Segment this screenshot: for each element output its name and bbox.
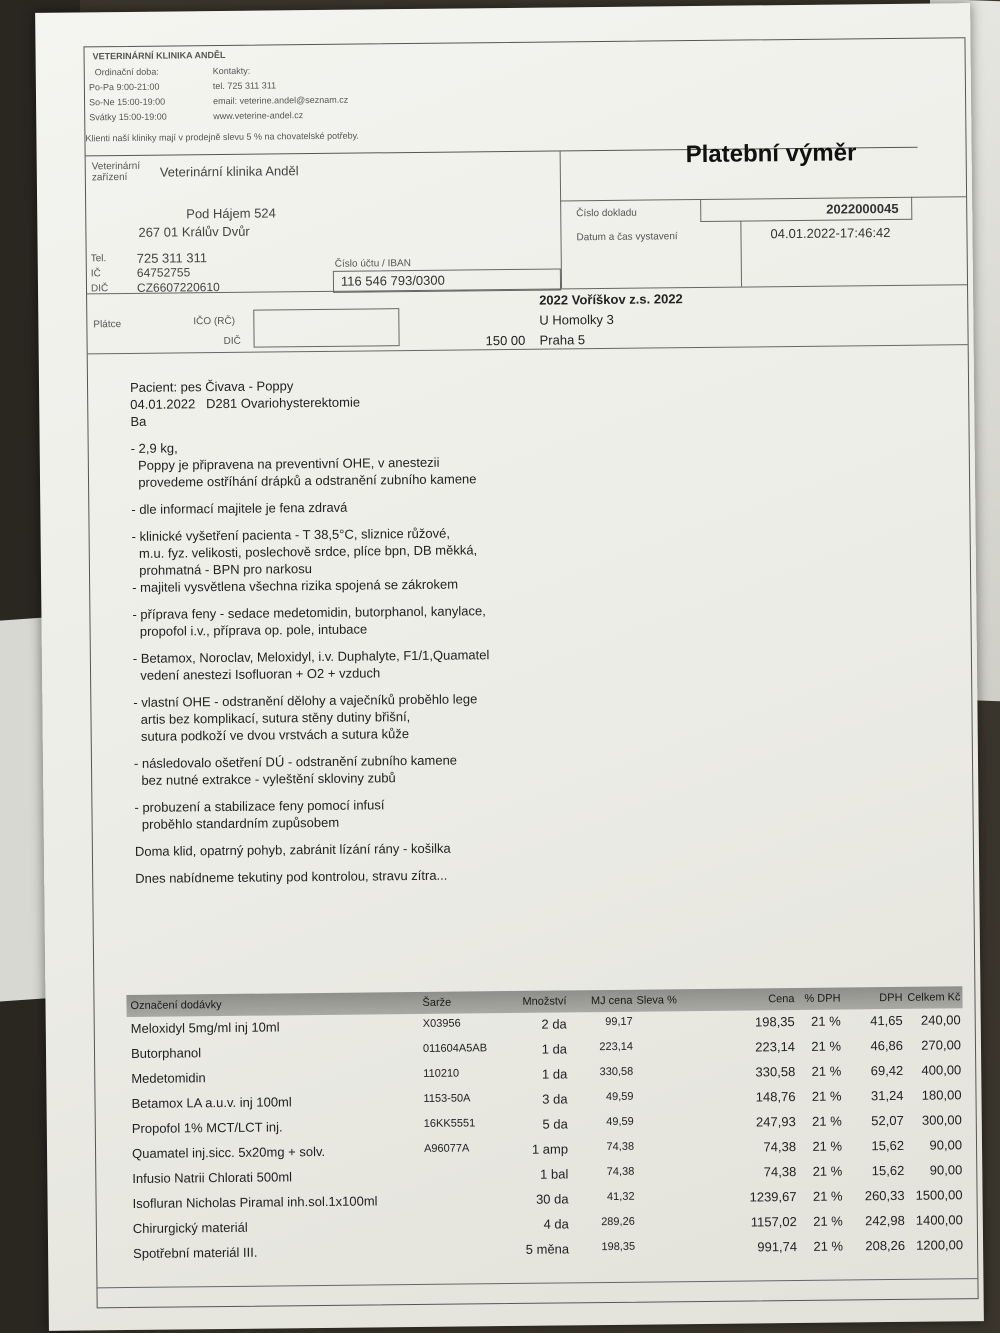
cell-unit-price: 49,59 [606,1115,634,1129]
report-line: - majiteli vysvětlena všechna rizika spojená se zákrokem [132,576,459,595]
hours-line: Po-Pa 9:00-21:00 [88,81,160,93]
cell-vat: 46,86 [870,1037,904,1054]
cell-discount [638,1190,692,1191]
cell-batch: 011604A5AB [422,1042,488,1055]
cell-item-name: Infusio Natrii Chlorati 500ml [132,1169,293,1186]
cell-item-name: Quamatel inj.sicc. 5x20mg + solv. [131,1143,326,1161]
cell-total: 240,00 [920,1012,961,1028]
report-line: 04.01.2022 D281 Ovariohysterektomie [130,394,361,412]
cell-vat: 15,62 [871,1162,905,1179]
cell-batch: A96077A [423,1142,470,1155]
cell-quantity: 30 da [535,1191,569,1207]
cell-vat: 52,07 [871,1112,904,1129]
cell-total: 1400,00 [915,1212,963,1228]
cell-item-name: Spotřební materiál III. [133,1244,258,1261]
cell-quantity: 2 da [541,1016,567,1032]
cell-vat: 41,65 [870,1012,903,1029]
doc-date: 04.01.2022-17:46:42 [770,224,891,242]
cell-price: 1157,02 [750,1214,797,1230]
header-price: Cena [768,993,795,1006]
cell-price: 991,74 [757,1239,798,1255]
cell-discount [638,1140,692,1141]
issuer-ic: 64752755 [136,265,191,280]
cell-discount [639,1240,693,1241]
cell-unit-price: 74,38 [606,1140,635,1154]
header-discount: Sleva % [636,994,677,1007]
tel-label: Tel. [90,253,107,265]
cell-vat-rate: 21 % [811,1038,842,1054]
cell-price: 198,35 [754,1014,795,1030]
cell-discount [638,1115,692,1116]
report-line: - následovalo ošetření DÚ - odstranění zubního kamene [133,752,458,771]
issuer-tel: 725 311 311 [136,250,208,266]
cell-total: 1500,00 [915,1187,963,1203]
report-line: sutura podkoží ve dvou vrstvách a sutura kůže [133,726,410,744]
cell-total: 180,00 [921,1087,962,1103]
report-line: m.u. fyz. velikosti, poslechově srdce, plíce bpn, DB měkká, [131,542,478,561]
cell-price: 330,58 [755,1064,796,1080]
cell-item-name: Betamox LA a.u.v. inj 100ml [131,1094,292,1111]
cell-item-name: Propofol 1% MCT/LCT inj. [131,1119,283,1136]
cell-price: 74,38 [763,1139,797,1155]
cell-batch: 16KK5551 [423,1117,476,1130]
report-line: provedeme ostříhání drápků a odstranění zubního kamene [130,471,477,490]
report-line: Pacient: pes Čivava - Poppy [129,378,294,395]
cell-quantity: 3 da [542,1091,568,1107]
cell-quantity: 1 bal [540,1166,569,1182]
payer-label: Plátce [93,319,122,331]
cell-unit-price: 289,26 [601,1215,635,1229]
account-label: Číslo účtu / IBAN [334,258,411,270]
doc-date-label: Datum a čas vystavení [576,231,678,244]
cell-total: 1200,00 [915,1237,964,1253]
cell-quantity: 5 měna [525,1241,570,1257]
page-title: Platební výměr [685,139,857,169]
account-number: 116 546 793/0300 [340,272,445,289]
cell-batch: X03956 [422,1017,461,1030]
cell-quantity: 1 da [541,1041,568,1057]
report-line: - 2,9 kg, [130,440,178,456]
cell-price: 148,76 [755,1089,796,1105]
cell-vat: 242,98 [864,1212,905,1229]
invoice-document [83,37,978,1308]
contact-line: www.veterine-andel.cz [213,110,304,122]
hours-line: So-Ne 15:00-19:00 [89,96,166,108]
report-line: - probuzení a stabilizace feny pomocí infusí [134,797,385,815]
report-line: - vlastní OHE - odstranění dělohy a vaječníků proběhlo lege [133,691,478,710]
cell-vat: 208,26 [865,1237,906,1254]
cell-batch [424,1167,514,1168]
cell-discount [637,1090,691,1091]
header-quantity: Množství [522,995,567,1008]
header-batch: Šarže [422,996,452,1009]
cell-total: 300,00 [921,1112,962,1128]
contact-line: tel. 725 311 311 [212,80,277,92]
cell-quantity: 1 amp [531,1141,569,1157]
report-line: Poppy je připravena na preventivní OHE, v anestezii [130,454,440,473]
cell-item-name: Chirurgický materiál [132,1219,248,1236]
report-line: Ba [130,413,147,429]
report-line: proběhlo standardním zupůsobem [134,814,340,832]
medical-report [130,374,655,887]
cell-quantity: 1 da [541,1066,568,1082]
cell-vat-rate: 21 % [811,1063,842,1079]
clinic-header [84,39,917,157]
invoice-paper [35,3,984,1331]
cell-price: 247,93 [755,1114,796,1130]
hours-label: Ordinační doba: [94,66,159,78]
clinic-header-name: VETERINÁRNÍ KLINIKA ANDĚL [92,49,226,62]
cell-vat-rate: 21 % [813,1238,844,1254]
cell-unit-price: 74,38 [606,1165,635,1179]
payer-name: 2022 Voříškov z.s. 2022 [539,291,683,308]
header-total: Celkem Kč [907,991,961,1004]
header-vat-rate: % DPH [804,992,841,1005]
cell-discount [639,1215,693,1216]
report-line: Doma klid, opatrný pohyb, zabránit lízání rány - košilka [134,840,451,859]
payer-zip: 150 00 [485,332,526,349]
cell-total: 400,00 [921,1062,962,1078]
cell-item-name: Medetomidin [131,1070,206,1086]
payer-dic-label: DIČ [223,335,241,347]
cell-vat-rate: 21 % [813,1213,843,1229]
cell-unit-price: 330,58 [599,1065,634,1079]
cell-vat: 31,24 [870,1087,904,1104]
doc-number-label: Číslo dokladu [576,207,637,220]
report-line: propofol i.v., příprava op. pole, intubace [132,621,368,639]
cell-vat: 260,33 [864,1187,905,1204]
clinic-note: Klienti naší kliniky mají v prodejně slevu 5 % na chovatelské potřeby. [85,130,359,144]
report-line: vedení anestezi Isofluoran + O2 + vzduch [132,665,381,683]
cell-vat-rate: 21 % [811,1013,841,1029]
report-line: artis bez komplikací, sutura stěny dutiny břišní, [133,709,411,727]
cell-vat-rate: 21 % [812,1113,842,1129]
cell-quantity: 5 da [542,1116,568,1132]
cell-vat-rate: 21 % [812,1138,843,1154]
items-table [126,986,965,1267]
cell-batch: 1153-50A [423,1092,471,1105]
cell-price: 223,14 [755,1039,796,1055]
cell-vat-rate: 21 % [811,1088,842,1104]
payer-city: Praha 5 [539,332,586,348]
header-item-name: Označení dodávky [130,999,222,1012]
cell-vat: 69,42 [870,1062,904,1079]
cell-batch [425,1242,515,1243]
cell-price: 74,38 [763,1164,797,1180]
issuer-city: 267 01 Králův Dvůr [138,223,250,240]
cell-unit-price: 41,32 [606,1190,635,1204]
table-body [127,1008,966,1267]
cell-vat-rate: 21 % [812,1188,843,1204]
cell-item-name: Meloxidyl 5mg/ml inj 10ml [130,1019,280,1036]
issuer-street: Pod Hájem 524 [186,205,276,222]
cell-quantity: 4 da [543,1216,569,1232]
report-line: - příprava feny - sedace medetomidin, butorphanol, kanylace, [132,603,486,622]
header-unit-price: MJ cena [590,994,633,1008]
cell-batch [425,1192,515,1193]
contacts-label: Kontakty: [212,65,251,77]
hours-line: Svátky 15:00-19:00 [89,111,167,123]
cell-price: 1239,67 [749,1189,797,1205]
cell-batch: 110210 [423,1067,460,1080]
cell-unit-price: 99,17 [605,1015,633,1029]
report-line: - Betamox, Noroclav, Meloxidyl, i.v. Duphalyte, F1/1,Quamatel [132,647,490,666]
contact-line: email: veterine.andel@seznam.cz [213,94,349,107]
cell-discount [637,1015,691,1016]
issuer-name: Veterinární klinika Anděl [159,163,299,180]
payer-street: U Homolky 3 [539,311,614,328]
cell-item-name: Butorphanol [130,1045,202,1061]
cell-total: 270,00 [921,1037,962,1053]
cell-batch [425,1217,515,1218]
report-line: bez nutné extrakce - vyleštění skloviny zubů [134,770,396,788]
payer-ico-label: IČO (RČ) [193,315,236,328]
report-line: Dnes nabídneme tekutiny pod kontrolou, stravu zítra... [135,867,448,886]
header-vat: DPH [879,991,903,1005]
cell-unit-price: 49,59 [605,1090,634,1104]
cell-unit-price: 198,35 [601,1240,636,1254]
doc-number: 2022000045 [826,200,899,217]
cell-item-name: Isofluran Nicholas Piramal inh.sol.1x100ml [132,1193,378,1211]
cell-unit-price: 223,14 [599,1040,634,1054]
cell-total: 90,00 [929,1137,963,1153]
cell-total: 90,00 [929,1162,963,1178]
ic-label: IČ [90,268,101,280]
cell-discount [638,1165,692,1166]
cell-discount [637,1040,691,1041]
report-line: - klinické vyšetření pacienta - T 38,5°C, sliznice růžové, [131,525,450,544]
dic-label: DIČ [90,283,109,295]
cell-vat: 15,62 [871,1137,905,1154]
issuer-dic: CZ6607220610 [136,280,220,295]
report-line: prohmatná - BPN pro narkosu [131,561,312,578]
cell-vat-rate: 21 % [812,1163,843,1179]
cell-discount [637,1065,691,1066]
report-line: - dle informací majitele je fena zdravá [131,499,348,517]
issuer-label: Veterinární zařízení [91,160,141,184]
